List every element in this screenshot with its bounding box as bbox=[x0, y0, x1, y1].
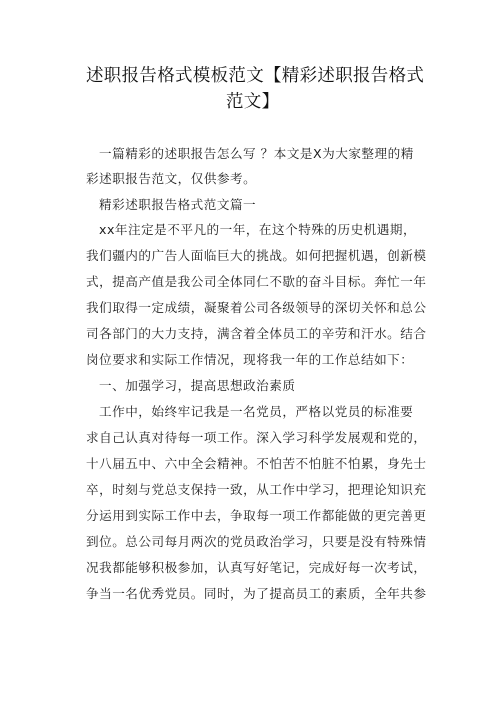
body-line-13: 况我都能够积极参加，认真写好笔记，完成好每一次考试， bbox=[86, 560, 427, 575]
body-line-10: 卒，时刻与党总支保持一致，从工作中学习，把理论知识充 bbox=[86, 482, 427, 497]
body-line-1: xx年注定是不平凡的一年，在这个特殊的历史机遇期， bbox=[99, 222, 417, 237]
body-line-8: 求自己认真对待每一项工作。深入学习科学发展观和党的， bbox=[86, 430, 427, 445]
body-line-5: 司各部门的大力支持，满含着全体员工的辛劳和汗水。结合 bbox=[86, 326, 427, 341]
body-line-6: 岗位要求和实际工作情况，现将我一年的工作总结如下： bbox=[86, 352, 414, 367]
intro-line-2: 彩述职报告范文，仅供参考。 bbox=[86, 171, 257, 186]
body-line-12: 到位。总公司每月两次的党员政治学习，只要是没有特殊情 bbox=[86, 534, 427, 549]
body-line-7: 工作中，始终牢记我是一名党员，严格以党员的标准要 bbox=[99, 404, 414, 419]
document-title-line-1: 述职报告格式模板范文【精彩述职报告格式 bbox=[86, 66, 425, 86]
intro-line-1: 一篇精彩的述职报告怎么写 ？本文是X为大家整理的精 bbox=[99, 146, 414, 161]
body-line-3: 式，提高产值是我公司全体同仁不歇的奋斗目标。奔忙一年 bbox=[86, 274, 427, 289]
subheading-1: 一、加强学习，提高思想政治素质 bbox=[99, 378, 296, 393]
section-heading: 精彩述职报告格式范文篇一 bbox=[99, 197, 257, 212]
body-line-14: 争当一名优秀党员。同时，为了提高员工的素质，全年共参 bbox=[86, 586, 427, 601]
body-line-9: 十八届五中、六中全会精神。不怕苦不怕脏不怕累，身先士 bbox=[86, 456, 427, 471]
body-line-4: 我们取得一定成绩，凝聚着公司各级领导的深切关怀和总公 bbox=[86, 300, 427, 315]
document-title-line-2: 范文】 bbox=[226, 92, 280, 112]
body-line-11: 分运用到实际工作中去，争取每一项工作都能做的更完善更 bbox=[86, 508, 427, 523]
body-line-2: 我们疆内的广告人面临巨大的挑战。如何把握机遇，创新模 bbox=[86, 248, 427, 263]
